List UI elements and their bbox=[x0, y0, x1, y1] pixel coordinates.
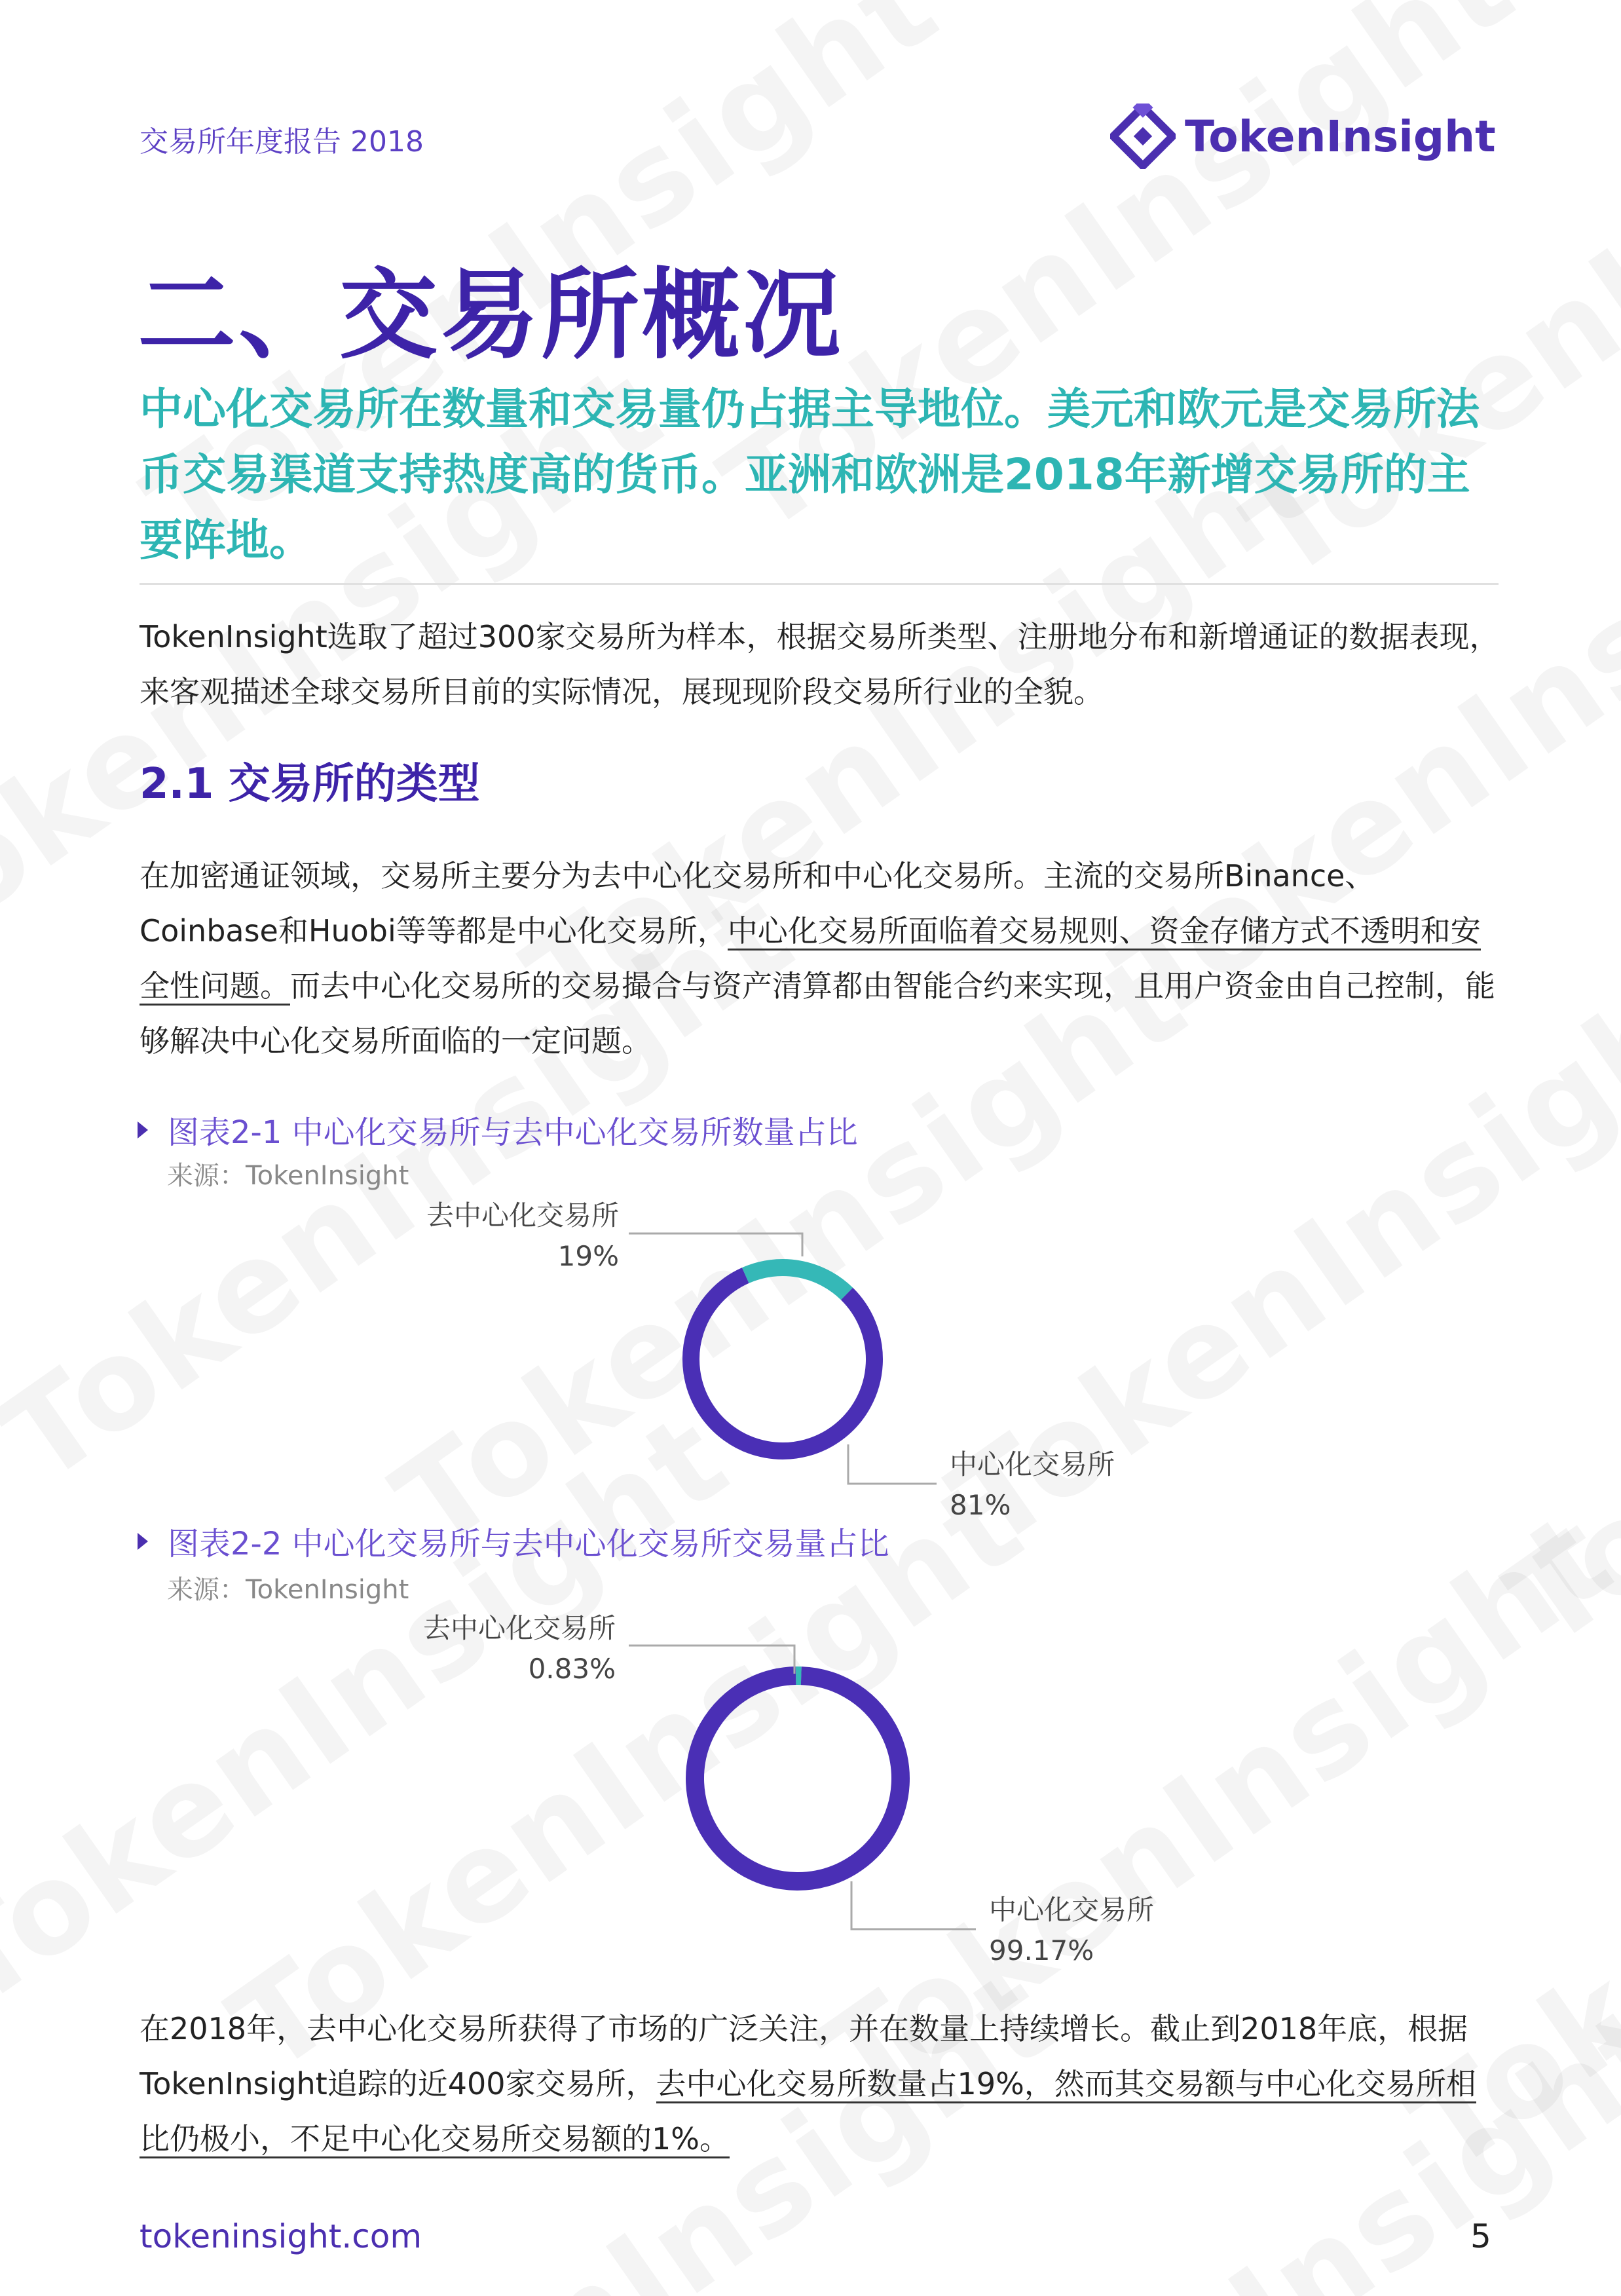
paragraph-1-part-a: 在加密通证领域，交易所主要分为去中心化交易所和中心化交易所。主流的交易所Binance、Coinbase和Huobi等等都是中心化交易所， bbox=[140, 858, 1375, 949]
donut-slice-cex bbox=[695, 1676, 901, 1881]
chart-2-label-dex bbox=[419, 1608, 616, 1689]
donut-slice-dex bbox=[745, 1268, 847, 1294]
subsection-title: 2.1 交易所的类型 bbox=[140, 760, 480, 808]
donut-slice-cex bbox=[691, 1275, 874, 1451]
chart-2-label-cex-pct: 99.17% bbox=[989, 1934, 1094, 1967]
figure-1-source: 来源：TokenInsight bbox=[167, 1161, 409, 1191]
section-lead: 中心化交易所在数量和交易量仍占据主导地位。美元和欧元是交易所法币交易渠道支持热度高的货币。亚洲和欧洲是2018年新增交易所的主要阵地。 bbox=[140, 384, 1480, 565]
paragraph-2-underlined: 去中心化交易所数量占19%，然而其交易额与中心化交易所相比仍极小，不足中心化交易所交易额的1%。 bbox=[140, 2066, 1476, 2158]
footer-url[interactable]: tokeninsight.com bbox=[140, 2217, 422, 2255]
report-title: 交易所年度报告 2018 bbox=[140, 125, 424, 159]
chart-2-label-cex-name: 中心化交易所 bbox=[989, 1894, 1155, 1926]
chart-1-leader-dex bbox=[629, 1233, 802, 1256]
page-number: 5 bbox=[1470, 2217, 1491, 2255]
brand-name: TokenInsight bbox=[1185, 111, 1496, 162]
figure-1-title-text: 图表2-1 中心化交易所与去中心化交易所数量占比 bbox=[168, 1114, 858, 1151]
paragraph-2-part-a: 在2018年，去中心化交易所获得了市场的广泛关注，并在数量上持续增长。截止到2018年底，根据TokenInsight追踪的近400家交易所， bbox=[140, 2011, 1468, 2101]
section-title: 二、交易所概况 bbox=[138, 259, 844, 373]
chart-1-label-cex-pct: 81% bbox=[950, 1489, 1011, 1521]
chart-2-leader-dex bbox=[629, 1646, 794, 1674]
paragraph-2 bbox=[140, 2001, 1502, 2166]
chart-1-label-dex-pct: 19% bbox=[557, 1240, 619, 1272]
paragraph-1-part-b: 而去中心化交易所的交易撮合与资产清算都由智能合约来实现，且用户资金由自己控制，能够解决中心化交易所面临的一定问题。 bbox=[140, 968, 1495, 1059]
chart-1-leader-cex bbox=[848, 1444, 937, 1484]
figure-2-source: 来源：TokenInsight bbox=[167, 1575, 409, 1605]
figure-2-title bbox=[138, 1518, 889, 1564]
figure-2-title-text: 图表2-2 中心化交易所与去中心化交易所交易量占比 bbox=[168, 1526, 889, 1562]
chart-1-label-cex bbox=[950, 1444, 1115, 1526]
chart-2-label-cex bbox=[989, 1890, 1154, 1971]
chart-2-leader-cex bbox=[851, 1881, 976, 1929]
intro-paragraph: TokenInsight选取了超过300家交易所为样本，根据交易所类型、注册地分布和新增通证的数据表现，来客观描述全球交易所目前的实际情况，展现现阶段交易所行业的全貌。 bbox=[140, 619, 1500, 709]
chart-2-label-dex-name: 去中心化交易所 bbox=[422, 1612, 616, 1644]
chart-1-label-cex-name: 中心化交易所 bbox=[950, 1448, 1115, 1480]
chart-1-label-dex-name: 去中心化交易所 bbox=[426, 1199, 619, 1232]
chart-2-donut bbox=[695, 1676, 901, 1881]
chart-1-donut bbox=[691, 1268, 874, 1451]
triangle-bullet-icon bbox=[138, 1533, 148, 1550]
chart-1-label-dex bbox=[426, 1195, 619, 1277]
paragraph-1-underlined: 中心化交易所面临着交易规则、资金存储方式不透明和安全性问题。 bbox=[140, 913, 1481, 1006]
chart-2-label-dex-pct: 0.83% bbox=[528, 1653, 616, 1685]
